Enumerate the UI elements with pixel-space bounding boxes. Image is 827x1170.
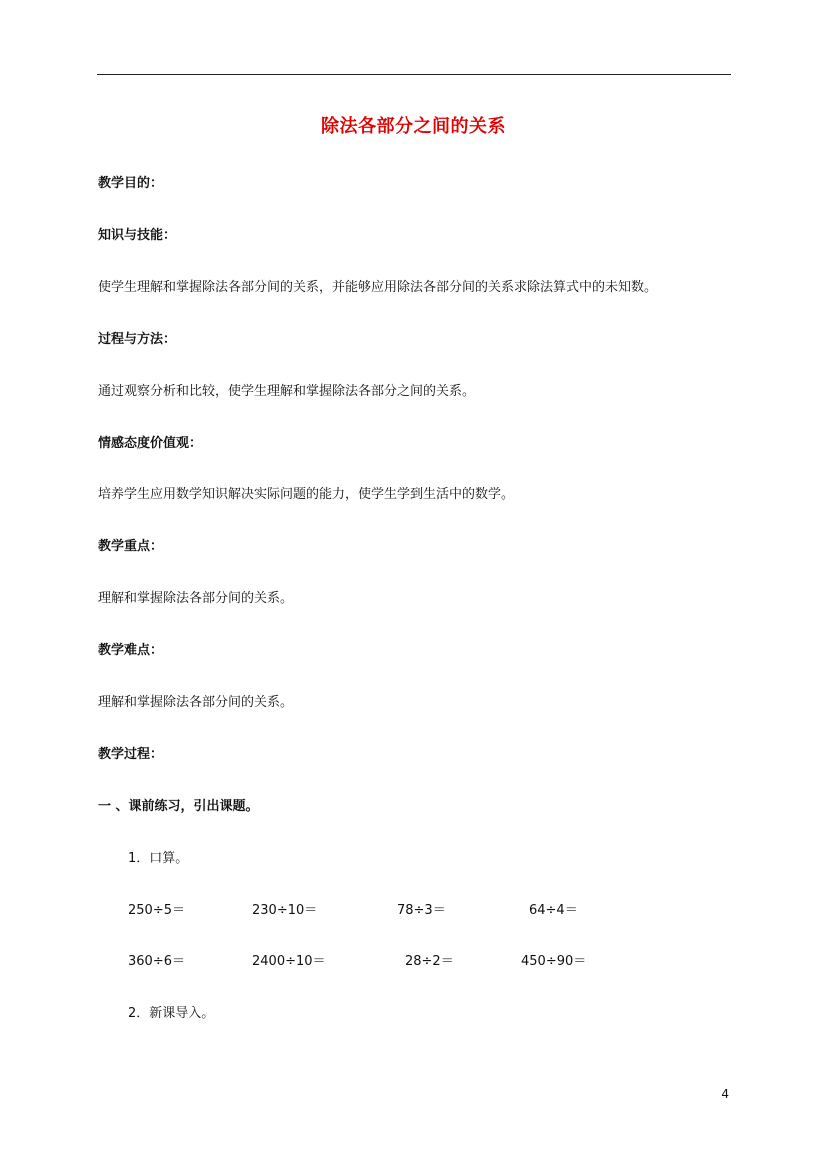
procedure-heading: 教学过程： [98, 747, 164, 762]
page-number: 4 [721, 1087, 729, 1101]
emotion-text: 培养学生应用数学知识解决实际问题的能力，使学生学到生活中的数学。 [98, 487, 515, 502]
focus-heading: 教学重点： [98, 539, 164, 554]
goal-heading: 教学目的： [98, 176, 164, 191]
knowledge-heading: 知识与技能： [98, 228, 177, 243]
process-heading: 过程与方法： [98, 332, 177, 347]
header-rule [97, 74, 731, 75]
exercise-cell: 78÷3＝ [397, 903, 446, 918]
step1-heading: 一 、课前练习，引出课题。 [98, 799, 259, 814]
exercise-cell: 230÷10＝ [252, 903, 318, 918]
difficulty-heading: 教学难点： [98, 643, 164, 658]
difficulty-text: 理解和掌握除法各部分间的关系。 [98, 695, 294, 710]
item1-oral-calculation: 1．口算。 [128, 851, 189, 866]
knowledge-text: 使学生理解和掌握除法各部分间的关系，并能够应用除法各部分间的关系求除法算式中的未知数。 [98, 280, 658, 295]
item2-new-lesson-intro: 2．新课导入。 [128, 1006, 215, 1021]
exercise-cell: 28÷2＝ [405, 954, 454, 969]
focus-text: 理解和掌握除法各部分间的关系。 [98, 591, 294, 606]
exercise-cell: 450÷90＝ [521, 954, 587, 969]
exercise-cell: 64÷4＝ [529, 903, 578, 918]
process-text: 通过观察分析和比较，使学生理解和掌握除法各部分之间的关系。 [98, 384, 476, 399]
exercise-cell: 250÷5＝ [128, 903, 185, 918]
exercise-cell: 2400÷10＝ [252, 954, 326, 969]
exercise-cell: 360÷6＝ [128, 954, 185, 969]
page-title: 除法各部分之间的关系 [321, 116, 506, 137]
emotion-heading: 情感态度价值观： [98, 436, 203, 451]
